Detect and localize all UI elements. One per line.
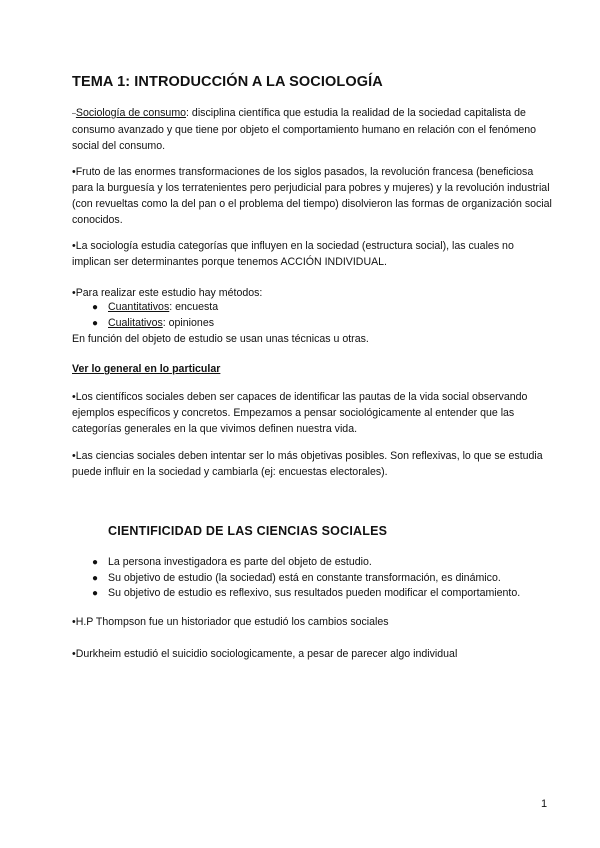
- list-item-text: La persona investigadora es parte del objeto de estudio.: [108, 556, 372, 568]
- list-item: [90, 316, 218, 332]
- page-title: TEMA 1: INTRODUCCIÓN A LA SOCIOLOGÍA: [72, 74, 383, 90]
- list-item-text: Su objetivo de estudio (la sociedad) está en constante transformación, es dinámico.: [108, 571, 501, 584]
- bullet-icon: ●: [92, 317, 99, 329]
- paragraph-metodos: •Para realizar este estudio hay métodos:: [72, 287, 263, 299]
- paragraph-objetividad: •Las ciencias sociales deben intentar ser lo más objetivas posibles. Son reflexivas, lo que se estudia puede influir en la sociedad y cambiarla (ej: encuestas electorales).: [72, 450, 543, 478]
- bullet-icon: ●: [92, 557, 99, 568]
- paragraph-durkheim: •Durkheim estudió el suicidio sociologicamente, a pesar de parecer algo individual: [72, 648, 458, 660]
- list-item: [90, 555, 560, 571]
- bullet-icon: ●: [92, 588, 99, 599]
- bullet-icon: ●: [92, 302, 99, 313]
- page-number: 1: [541, 798, 548, 810]
- paragraph-transformaciones: •Fruto de las enormes transformaciones de los siglos pasados, la revolución francesa (beneficiosa para la burguesía y los terratenientes pero perjudicial para pobres y mujeres) y la revolución industrial (con revueltas como la del pan o el problema del tiempo) disolvieron las formas de organización social conocidos.: [72, 166, 552, 226]
- paragraph-thompson: •H.P Thompson fue un historiador que estudió los cambios sociales: [72, 616, 389, 628]
- paragraph-tecnicas: En función del objeto de estudio se usan unas técnicas u otras.: [72, 333, 369, 345]
- bullet-icon: ●: [92, 572, 99, 584]
- method-text: : opiniones: [162, 316, 215, 329]
- dash-mark: –: [72, 110, 76, 117]
- section-title: CIENTIFICIDAD DE LAS CIENCIAS SOCIALES: [108, 524, 388, 538]
- list-item: [90, 300, 218, 316]
- term-sociologia-consumo: Sociología de consumo: [75, 107, 187, 119]
- cientificidad-list: [90, 555, 560, 602]
- methods-list: [90, 300, 218, 331]
- paragraph-cientificos: •Los científicos sociales deben ser capaces de identificar las pautas de la vida social observando ejemplos específicos y concretos. Empezamos a pensar sociológicamente al entender que las categorías generales en la que vivimos definen nuestra vida.: [72, 391, 528, 435]
- list-item-text: Su objetivo de estudio es reflexivo, sus resultados pueden modificar el comportamiento.: [108, 587, 521, 599]
- list-item: [90, 571, 560, 587]
- definition-text: : disciplina científica que estudia la realidad de la sociedad capitalista de consumo avanzado y que tiene por objeto el comportamiento humano en relación con el fenómeno social del consumo.: [72, 107, 537, 152]
- paragraph-categorias: •La sociología estudia categorías que influyen en la sociedad (estructura social), las cuales no implican ser determinantes porque tenemos ACCIÓN INDIVIDUAL.: [72, 240, 514, 268]
- definition-paragraph: [72, 105, 552, 154]
- subheading-general-particular: Ver lo general en lo particular: [72, 363, 221, 375]
- method-text: : encuesta: [169, 301, 219, 313]
- method-term: Cualitativos: [108, 316, 163, 329]
- method-term: Cuantitativos: [108, 301, 170, 313]
- list-item: [90, 586, 560, 602]
